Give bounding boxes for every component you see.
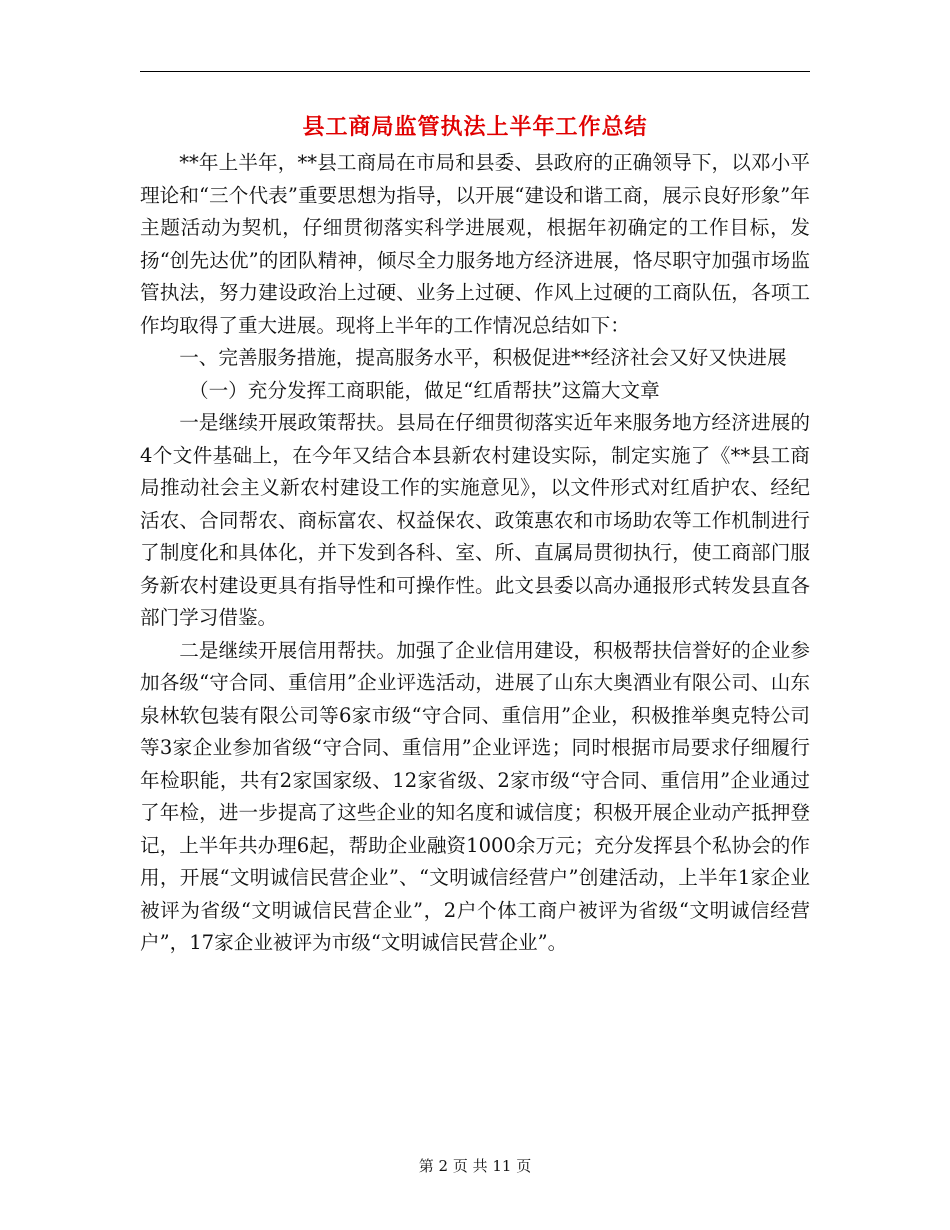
document-body [140, 147, 810, 960]
policy-paragraph: 一是继续开展政策帮扶。县局在仔细贯彻落实近年来服务地方经济进展的4个文件基础上，在今年又结合本县新农村建设实际，制定实施了《**县工商局推动社会主义新农村建设工作的实施意见》，以文件形式对红盾护农、经纪活农、合同帮农、商标富农、权益保农、政策惠农和市场助农等工作机制进行了制度化和具体化，并下发到各科、室、所、直属局贯彻执行，使工商部门服务新农村建设更具有指导性和可操作性。此文县委以高办通报形式转发县直各部门学习借鉴。 [140, 411, 810, 629]
page-number: 第 2 页 共 11 页 [418, 1157, 532, 1175]
section-heading: 一、完善服务措施，提高服务水平，积极促进**经济社会又好又快进展 [179, 346, 787, 369]
document-title: 县工商局监管执法上半年工作总结 [302, 115, 648, 140]
credit-paragraph: 二是继续开展信用帮扶。加强了企业信用建设，积极帮扶信誉好的企业参加各级“守合同、重信用”企业评选活动，进展了山东大奥酒业有限公司、山东泉林软包装有限公司等6家市级“守合同、重信用”企业，积极推举奥克特公司等3家企业参加省级“守合同、重信用”企业评选；同时根据市局要求仔细履行年检职能，共有2家国家级、12家省级、2家市级“守合同、重信用”企业通过了年检，进一步提高了这些企业的知名度和诚信度；积极开展企业动产抵押登记，上半年共办理6起，帮助企业融资1000余万元；充分发挥县个私协会的作用，开展“文明诚信民营企业”、“文明诚信经营户”创建活动，上半年1家企业被评为省级“文明诚信民营企业”，2户个体工商户被评为省级“文明诚信经营户”，17家企业被评为市级“文明诚信民营企业”。 [140, 638, 810, 954]
subsection-heading: （一）充分发挥工商职能，做足“红盾帮扶”这篇大文章 [189, 378, 660, 402]
header-rule [140, 71, 810, 72]
intro-paragraph: **年上半年，**县工商局在市局和县委、县政府的正确领导下，以邓小平理论和“三个代表”重要思想为指导，以开展“建设和谐工商，展示良好形象”年主题活动为契机，仔细贯彻落实科学进展观，根据年初确定的工作目标，发扬“创先达优”的团队精神，倾尽全力服务地方经济进展，恪尽职守加强市场监管执法，努力建设政治上过硬、业务上过硬、作风上过硬的工商队伍，各项工作均取得了重大进展。现将上半年的工作情况总结如下： [140, 151, 810, 337]
